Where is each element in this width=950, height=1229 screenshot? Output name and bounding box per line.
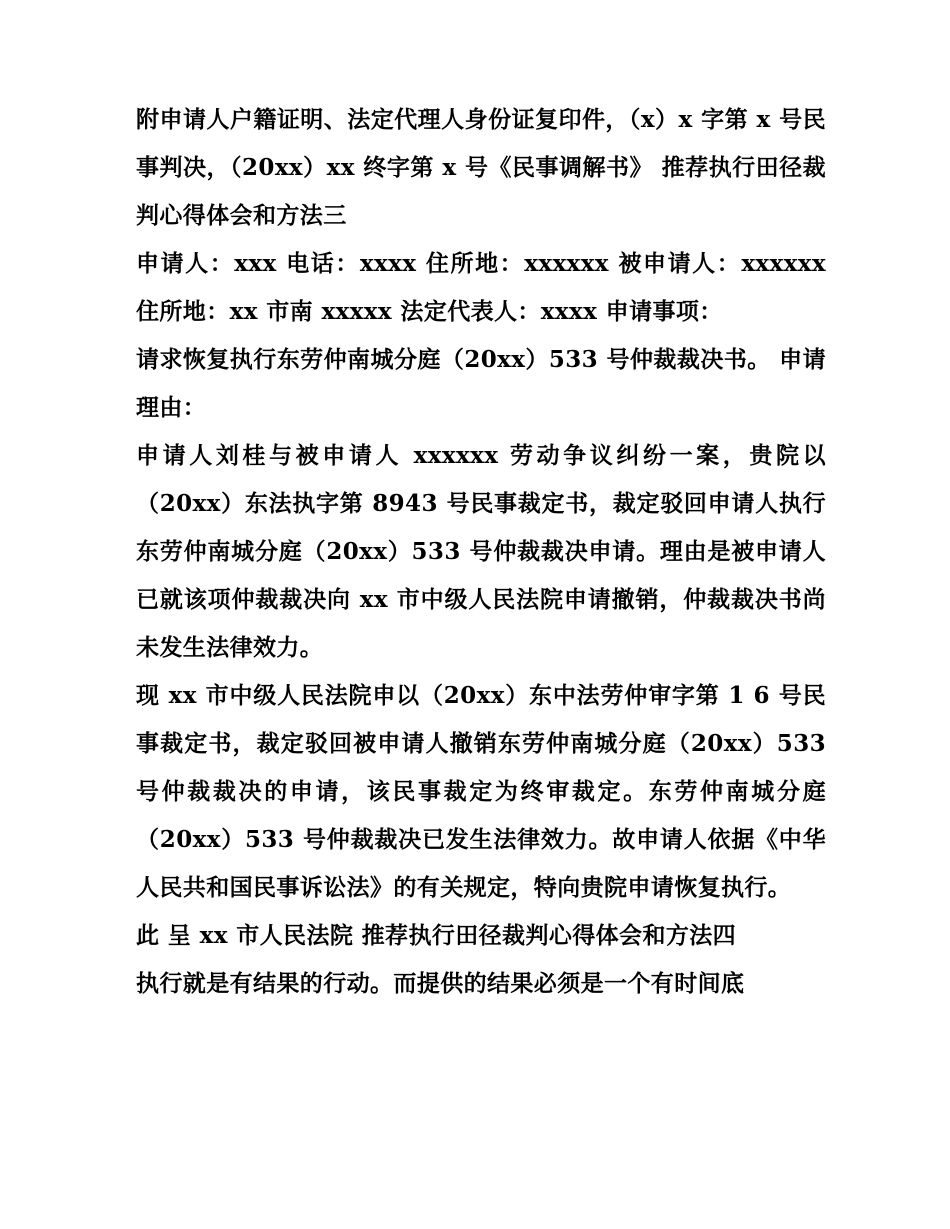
paragraph-6: 此 呈 xx 市人民法院 推荐执行田径裁判心得体会和方法四 [136, 922, 737, 949]
document-text-body [136, 96, 826, 1008]
paragraph-5: 现 xx 市中级人民法院申以（20xx）东中法劳仲审字第 1 6 号民事裁定书，裁定驳回被申请人撤销东劳仲南城分庭（20xx）533 号仲裁裁决的申请，该民事裁定为终审裁定。东劳仲南城分庭（20xx）533 号仲裁裁决已发生法律效力。故申请人依据《中华人民共和国民事诉讼法》的有关规定，特向贵院申请恢复执行。 [136, 682, 826, 901]
paragraph-1: 附申请人户籍证明、法定代理人身份证复印件，（x）x 字第 x 号民事判决，（20xx）xx 终字第 x 号《民事调解书》 推荐执行田径裁判心得体会和方法三 [136, 106, 826, 229]
paragraph-3: 请求恢复执行东劳仲南城分庭（20xx）533 号仲裁裁决书。 申请理由： [136, 346, 826, 421]
paragraph-7: 执行就是有结果的行动。而提供的结果必须是一个有时间底 [136, 970, 745, 997]
paragraph-4: 申请人刘桂与被申请人 xxxxxx 劳动争议纠纷一案，贵院以（20xx）东法执字第 8943 号民事裁定书，裁定驳回申请人执行东劳仲南城分庭（20xx）533 号仲裁裁决申请。理由是被申请人已就该项仲裁裁决向 xx 市中级人民法院申请撤销，仲裁裁决书尚未发生法律效力。 [136, 442, 826, 661]
paragraph-2: 申请人：xxx 电话：xxxx 住所地：xxxxxx 被申请人：xxxxxx 住所地：xx 市南 xxxxx 法定代表人：xxxx 申请事项： [136, 250, 826, 325]
